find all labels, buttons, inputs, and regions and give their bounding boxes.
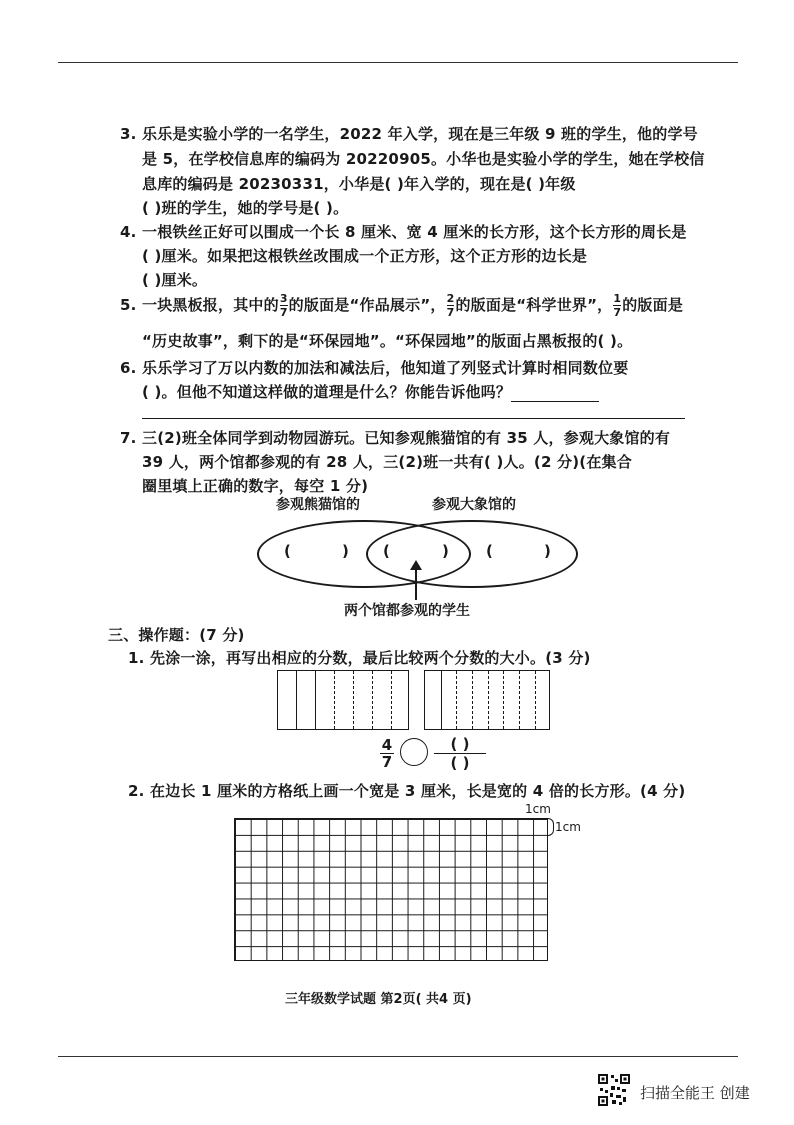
page-footer: 三年级数学试题 第2页( 共4 页)	[285, 992, 472, 1007]
q4-line1: 4. 一根铁丝正好可以围成一个长 8 厘米、宽 4 厘米的长方形，这个长方形的周长是	[120, 223, 687, 241]
unit-label-side: 1cm	[555, 820, 581, 834]
q4-line3: ( )厘米。	[142, 271, 208, 289]
unit-brace	[548, 818, 554, 836]
q6-number: 6.	[120, 359, 137, 377]
q3-line3: 息库的编码是 20230331，小华是( )年入学的，现在是( )年级	[142, 175, 576, 193]
venn-right-input[interactable]	[496, 542, 542, 562]
venn-left-open: (	[284, 542, 291, 560]
q4-line2: ( )厘米。如果把这根铁丝改围成一个正方形，这个正方形的边长是	[142, 247, 588, 265]
q3-line1: 3. 乐乐是实验小学的一名学生，2022 年入学，现在是三年级 9 班的学生，他的学号	[120, 125, 698, 143]
venn-middle-input[interactable]	[393, 542, 439, 562]
venn-mid-open: (	[383, 542, 390, 560]
venn-mid-close: )	[442, 542, 449, 560]
q6-line2: ( )。但他不知道这样做的道理是什么？你能告诉他吗？	[142, 381, 599, 402]
fraction-rect-right[interactable]	[424, 670, 550, 730]
q4-number: 4.	[120, 223, 137, 241]
q5-line2: “历史故事”，剩下的是“环保园地”。“环保园地”的版面占黑板报的( )。	[142, 332, 633, 350]
venn-left-label: 参观熊猫馆的	[276, 497, 360, 513]
q7-line3: 圈里填上正确的数字，每空 1 分)	[142, 477, 369, 495]
q6-line1: 6. 乐乐学习了万以内数的加法和减法后，他知道了列竖式计算时相同数位要	[120, 359, 629, 377]
venn-left-input[interactable]	[294, 542, 340, 562]
answer-blank-full[interactable]	[142, 418, 685, 419]
venn-bottom-label: 两个馆都参观的学生	[344, 603, 470, 619]
q3-line4: ( )班的学生，她的学号是( )。	[142, 199, 349, 217]
grid-paper[interactable]	[234, 818, 548, 961]
fraction-2-7: $\frac{2}{7}$	[446, 292, 455, 319]
given-fraction: 4 7	[381, 736, 393, 771]
compare-circle[interactable]	[400, 738, 428, 766]
q3-line2: 是 5，在学校信息库的编码为 20220905。小华也是实验小学的学生，她在学校信	[142, 150, 705, 168]
answer-fraction[interactable]: ( ) ( )	[434, 735, 486, 772]
q5-line1: 5. 一块黑板报，其中的 $\frac{3}{7}$ 的版面是“作品展示”， $\frac{2}{7}$ 的版面是“科学世界”， $\frac{1}{7}$ 的版面是	[120, 292, 684, 319]
s3-q1-text: 1. 先涂一涂，再写出相应的分数，最后比较两个分数的大小。(3 分)	[128, 649, 591, 667]
fraction-rect-left[interactable]	[277, 670, 409, 730]
q7-number: 7.	[120, 429, 137, 447]
q7-line2: 39 人，两个馆都参观的有 28 人，三(2)班一共有( )人。(2 分)(在集合	[142, 453, 632, 471]
fraction-1-7: $\frac{1}{7}$	[613, 292, 622, 319]
venn-right-open: (	[486, 542, 493, 560]
fraction-3-7: $\frac{3}{7}$	[279, 292, 288, 319]
unit-label-top: 1cm	[525, 802, 551, 816]
venn-right-close: )	[544, 542, 551, 560]
q3-number: 3.	[120, 125, 137, 143]
venn-right-label: 参观大象馆的	[432, 497, 516, 513]
q7-line1: 7. 三(2)班全体同学到动物园游玩。已知参观熊猫馆的有 35 人，参观大象馆的有	[120, 429, 671, 447]
bottom-rule	[58, 1056, 738, 1057]
s3-q2-text: 2. 在边长 1 厘米的方格纸上画一个宽是 3 厘米，长是宽的 4 倍的长方形。(4 分)	[128, 782, 686, 800]
venn-left-close: )	[342, 542, 349, 560]
top-rule	[58, 62, 738, 63]
venn-arrow	[408, 560, 424, 600]
brand-text: 扫描全能王 创建	[640, 1084, 750, 1102]
qr-code-icon	[597, 1073, 631, 1107]
section3-heading: 三、操作题：(7 分)	[108, 626, 245, 644]
q5-number: 5.	[120, 296, 137, 314]
answer-blank-short[interactable]	[511, 387, 599, 402]
